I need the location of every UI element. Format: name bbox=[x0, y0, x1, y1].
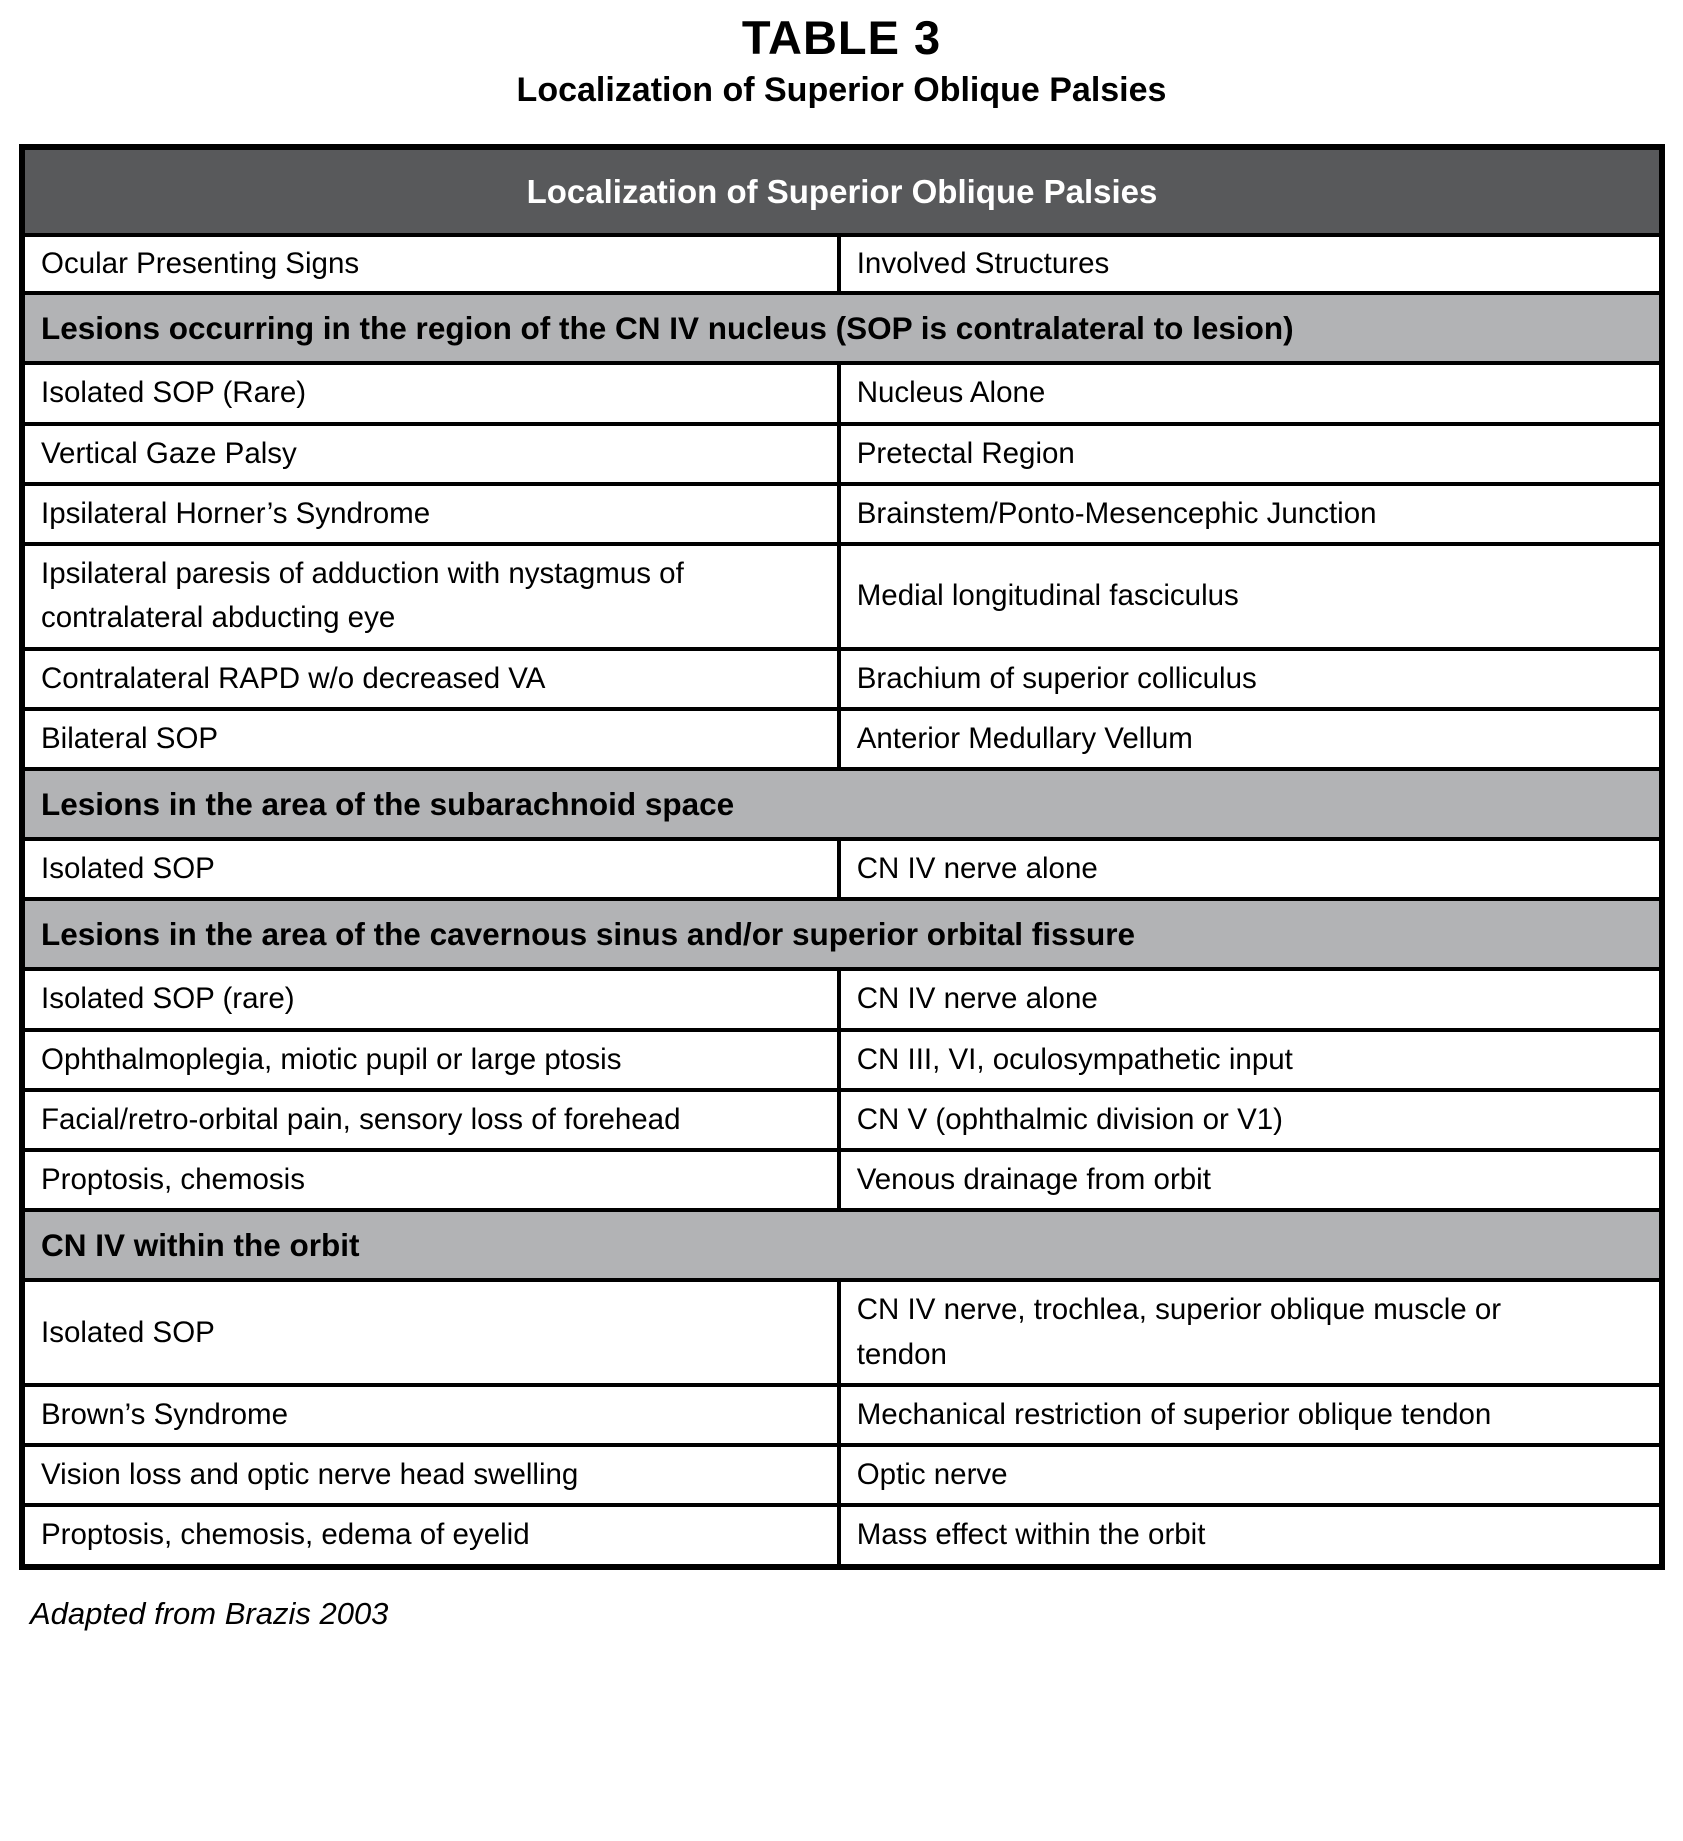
ocular-sign-cell: Ipsilateral Horner’s Syndrome bbox=[22, 484, 839, 544]
table-row bbox=[22, 1385, 1662, 1445]
involved-structure-cell: CN IV nerve alone bbox=[839, 839, 1662, 899]
involved-structure-cell: Brainstem/Ponto-Mesencephic Junction bbox=[839, 484, 1662, 544]
ocular-sign-cell: Bilateral SOP bbox=[22, 709, 839, 769]
table-row bbox=[22, 709, 1662, 769]
ocular-sign-cell: Contralateral RAPD w/o decreased VA bbox=[22, 649, 839, 709]
table-row bbox=[22, 1030, 1662, 1090]
table-row bbox=[22, 839, 1662, 899]
page-subtitle: Localization of Superior Oblique Palsies bbox=[516, 70, 1167, 109]
involved-structure-cell: Mass effect within the orbit bbox=[839, 1505, 1662, 1566]
section-header-row bbox=[22, 293, 1662, 363]
involved-structure-cell: CN IV nerve alone bbox=[839, 969, 1662, 1029]
ocular-sign-cell: Ophthalmoplegia, miotic pupil or large ptosis bbox=[22, 1030, 839, 1090]
section-title: Lesions occurring in the region of the CN IV nucleus (SOP is contralateral to lesion) bbox=[22, 293, 1662, 363]
table-row bbox=[22, 544, 1662, 649]
table-row bbox=[22, 1090, 1662, 1150]
table-row bbox=[22, 1445, 1662, 1505]
column-header-row bbox=[22, 235, 1662, 293]
involved-structure-cell: CN III, VI, oculosympathetic input bbox=[839, 1030, 1662, 1090]
table-row bbox=[22, 484, 1662, 544]
ocular-sign-cell: Vertical Gaze Palsy bbox=[22, 424, 839, 484]
localization-table bbox=[19, 144, 1665, 1569]
involved-structure-cell: Pretectal Region bbox=[839, 424, 1662, 484]
ocular-sign-cell: Isolated SOP bbox=[22, 1280, 839, 1385]
table-row bbox=[22, 1150, 1662, 1210]
ocular-sign-cell: Proptosis, chemosis, edema of eyelid bbox=[22, 1505, 839, 1566]
involved-structure-cell: Medial longitudinal fasciculus bbox=[839, 544, 1662, 649]
table-row bbox=[22, 649, 1662, 709]
involved-structure-cell: Venous drainage from orbit bbox=[839, 1150, 1662, 1210]
ocular-sign-cell: Ipsilateral paresis of adduction with nystagmus of contralateral abducting eye bbox=[22, 544, 839, 649]
ocular-sign-cell: Facial/retro-orbital pain, sensory loss of forehead bbox=[22, 1090, 839, 1150]
ocular-sign-cell: Isolated SOP (Rare) bbox=[22, 363, 839, 423]
section-header-row bbox=[22, 1210, 1662, 1280]
involved-structure-cell: Anterior Medullary Vellum bbox=[839, 709, 1662, 769]
table-row bbox=[22, 363, 1662, 423]
table-row bbox=[22, 1505, 1662, 1566]
involved-structure-cell: CN V (ophthalmic division or V1) bbox=[839, 1090, 1662, 1150]
ocular-sign-cell: Proptosis, chemosis bbox=[22, 1150, 839, 1210]
section-header-row bbox=[22, 769, 1662, 839]
table-header-title: Localization of Superior Oblique Palsies bbox=[22, 147, 1662, 235]
involved-structure-cell: Mechanical restriction of superior oblique tendon bbox=[839, 1385, 1662, 1445]
table-row bbox=[22, 1280, 1662, 1385]
page-title: TABLE 3 bbox=[741, 11, 942, 64]
ocular-sign-cell: Isolated SOP (rare) bbox=[22, 969, 839, 1029]
table-header-row bbox=[22, 147, 1662, 235]
table-row bbox=[22, 424, 1662, 484]
involved-structure-cell: Nucleus Alone bbox=[839, 363, 1662, 423]
source-note: Adapted from Brazis 2003 bbox=[30, 1595, 389, 1631]
involved-structure-cell: Optic nerve bbox=[839, 1445, 1662, 1505]
involved-structure-cell: CN IV nerve, trochlea, superior oblique muscle or tendon bbox=[839, 1280, 1662, 1385]
ocular-sign-cell: Vision loss and optic nerve head swelling bbox=[22, 1445, 839, 1505]
involved-structure-cell: Brachium of superior colliculus bbox=[839, 649, 1662, 709]
section-header-row bbox=[22, 899, 1662, 969]
column-header-signs: Ocular Presenting Signs bbox=[22, 235, 839, 293]
section-title: Lesions in the area of the subarachnoid space bbox=[22, 769, 1662, 839]
column-header-structures: Involved Structures bbox=[839, 235, 1662, 293]
ocular-sign-cell: Isolated SOP bbox=[22, 839, 839, 899]
table-body bbox=[22, 147, 1662, 1566]
section-title: Lesions in the area of the cavernous sinus and/or superior orbital fissure bbox=[22, 899, 1662, 969]
table-row bbox=[22, 969, 1662, 1029]
section-title: CN IV within the orbit bbox=[22, 1210, 1662, 1280]
ocular-sign-cell: Brown’s Syndrome bbox=[22, 1385, 839, 1445]
